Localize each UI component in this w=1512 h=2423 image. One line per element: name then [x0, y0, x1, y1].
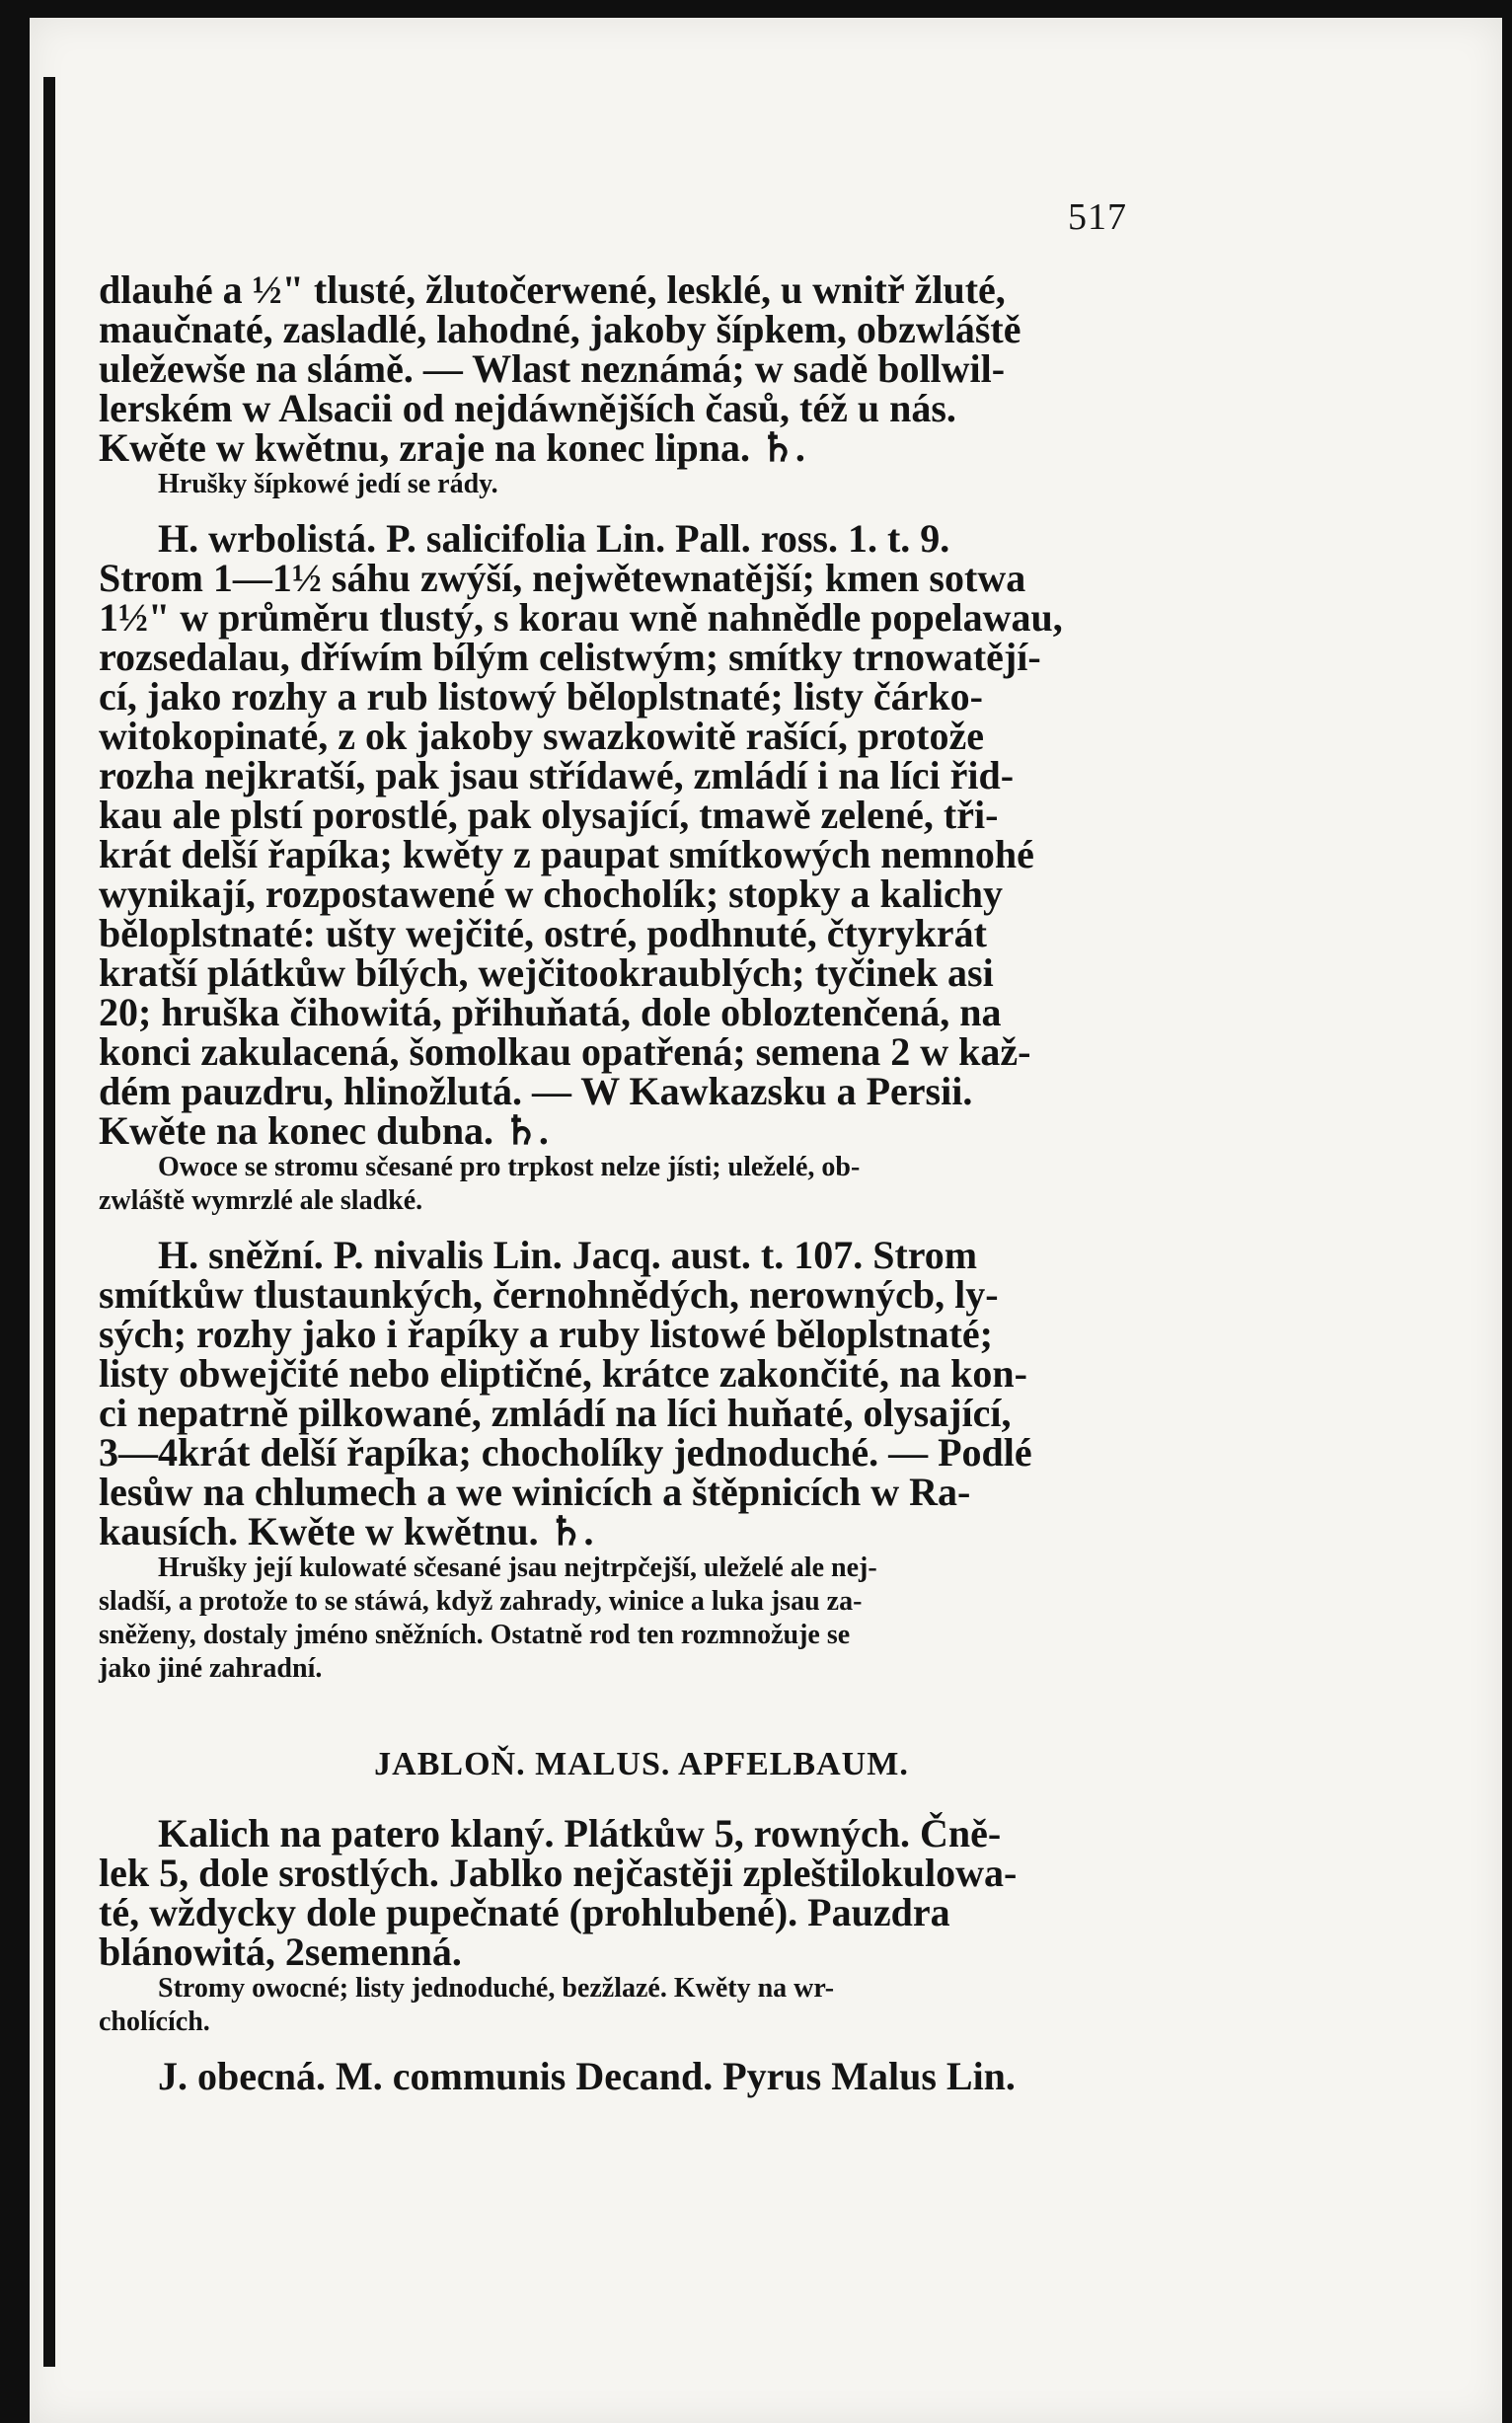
text-line: cí, jako rozhy a rub listowý běloplstnaté; listy čárko-	[99, 674, 983, 719]
text-line: lesůw na chlumech a we winicích a štěpnicích w Ra-	[99, 1470, 971, 1514]
text-line: maučnaté, zasladlé, lahodné, jakoby šípkem, obzwláště	[99, 307, 1021, 351]
section-heading: JABLOŇ. MALUS. APFELBAUM.	[374, 1746, 909, 1782]
text-line: dém pauzdru, hlinožlutá. — W Kawkazsku a Persii.	[99, 1069, 973, 1113]
text-line: 20; hruška čihowitá, přihuňatá, dole obloztenčená, na	[99, 990, 1002, 1034]
species-line: J. obecná. M. communis Decand. Pyrus Malus Lin.	[158, 2054, 1016, 2098]
text-line: witokopinaté, z ok jakoby swazkowitě rašící, protože	[99, 714, 984, 758]
text-line: lerském w Alsacii od nejdáwnějších časů, též u nás.	[99, 386, 956, 430]
text-line: rozha nejkratší, pak jsau střídawé, zmládí i na líci řid-	[99, 753, 1015, 797]
text-line: krát delší řapíka; kwěty z paupat smítkowých nemnohé	[99, 832, 1034, 876]
text-line: dlauhé a ½" tlusté, žlutočerwené, lesklé, u wnitř žluté,	[99, 267, 1006, 312]
text-line: Kalich na patero klaný. Plátkůw 5, rowných. Čně-	[158, 1811, 1002, 1855]
page-text	[99, 267, 1165, 2098]
note-line: Owoce se stromu sčesané pro trpkost nelze jísti; uleželé, ob-	[158, 1152, 861, 1182]
book-page	[30, 18, 1502, 2423]
text-line: smítkůw tlustaunkých, černohnědých, nerownýcb, ly-	[99, 1272, 999, 1317]
text-line: uležewše na slámě. — Wlast neznámá; w sadě bollwil-	[99, 346, 1006, 391]
text-line: blánowitá, 2semenná.	[99, 1930, 462, 1974]
text-line: Kwěte w kwětnu, zraje na konec lipna. ♄.	[99, 425, 805, 470]
text-line: 1½" w průměru tlustý, s korau wně nahnědle popelawau,	[99, 595, 1063, 640]
note-line: sladší, a protože to se stáwá, když zahrady, winice a luka jsau za-	[99, 1586, 863, 1617]
text-line: kau ale plstí porostlé, pak olysající, tmawě zelené, tři-	[99, 793, 999, 837]
text-line: wynikají, rozpostawené w chocholík; stopky a kalichy	[99, 871, 1004, 916]
text-line: běloplstnaté: ušty wejčité, ostré, podhnuté, čtyrykrát	[99, 911, 987, 955]
text-line: rozsedalau, dříwím bílým celistwým; smítky trnowatějí-	[99, 635, 1041, 679]
text-line: Strom 1—1½ sáhu zwýší, nejwětewnatější; kmen sotwa	[99, 556, 1026, 600]
text-line: 3—4krát delší řapíka; chocholíky jednoduché. — Podlé	[99, 1430, 1032, 1475]
note-line: jako jiné zahradní.	[99, 1653, 323, 1684]
species-line: H. sněžní. P. nivalis Lin. Jacq. aust. t. 107. Strom	[158, 1233, 978, 1277]
text-line: Kwěte na konec dubna. ♄.	[99, 1108, 549, 1153]
text-line: ci nepatrně pilkowané, zmládí na líci huňaté, olysající,	[99, 1391, 1012, 1435]
note-line: Hrušky její kulowaté sčesané jsau nejtrpčejší, uleželé ale nej-	[158, 1552, 877, 1583]
note-line: sněženy, dostaly jméno sněžních. Ostatně rod ten rozmnožuje se	[99, 1620, 851, 1650]
note-line: Stromy owocné; listy jednoduché, bezžlazé. Kwěty na wr-	[158, 1973, 835, 2004]
text-line: listy obwejčité nebo eliptičné, krátce zakončité, na kon-	[99, 1351, 1027, 1396]
text-line: lek 5, dole srostlých. Jablko nejčastěji zpleštilokulowa-	[99, 1851, 1018, 1895]
note-line: cholících.	[99, 2007, 210, 2037]
note-line: Hrušky šípkowé jedí se rády.	[158, 469, 498, 499]
note-line: zwláště wymrzlé ale sladké.	[99, 1185, 423, 1216]
species-line: H. wrbolistá. P. salicifolia Lin. Pall. ross. 1. t. 9.	[158, 516, 950, 561]
page-number: 517	[1068, 196, 1127, 238]
page-spine-shadow	[43, 77, 55, 2367]
text-line: sých; rozhy jako i řapíky a ruby listowé běloplstnaté;	[99, 1312, 993, 1356]
text-line: kausích. Kwěte w kwětnu. ♄.	[99, 1509, 594, 1553]
text-line: kratší plátkůw bílých, wejčitookraublých; tyčinek asi	[99, 950, 994, 995]
text-line: konci zakulacená, šomolkau opatřená; semena 2 w kaž-	[99, 1029, 1031, 1074]
text-line: té, wždycky dole pupečnaté (prohlubené). Pauzdra	[99, 1890, 950, 1934]
